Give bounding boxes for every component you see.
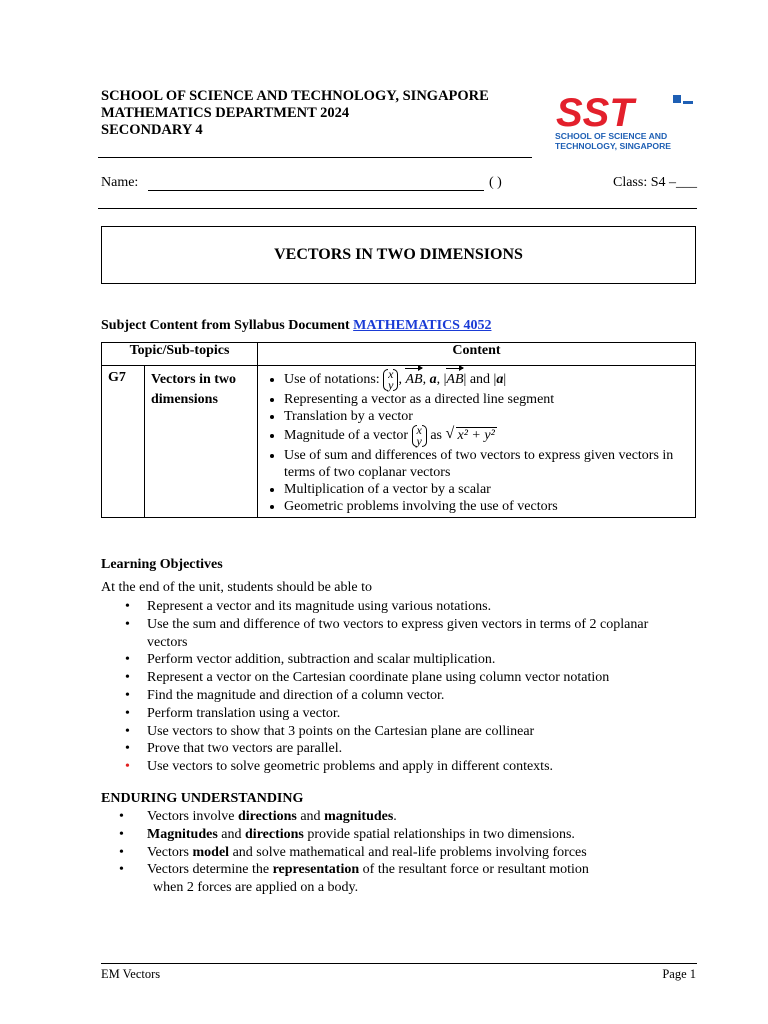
topic-header: Topic/Sub-topics: [102, 343, 258, 366]
page-number: Page 1: [662, 967, 696, 981]
table-header-row: [102, 343, 696, 366]
list-item: • Prove that two vectors are parallel.: [125, 741, 343, 757]
register-number-field[interactable]: ( ): [489, 175, 502, 190]
sst-logo: [552, 94, 698, 152]
vector-ab: AB: [405, 369, 422, 391]
syllabus-table: [101, 342, 696, 518]
student-info-row: [101, 175, 697, 193]
school-header: [101, 88, 489, 139]
list-item: • Perform vector addition, subtraction and scalar multiplication.: [125, 652, 496, 668]
sst-logo-mark: [552, 94, 698, 152]
content-item: • Representing a vector as a directed line segment: [284, 391, 687, 408]
learning-objectives-list: [101, 598, 671, 776]
name-label: Name:: [101, 175, 139, 190]
enduring-understanding-title: ENDURING UNDERSTANDING: [101, 791, 304, 806]
list-item: • Perform translation using a vector.: [125, 705, 341, 721]
vector-a: a: [429, 372, 437, 388]
learning-objectives-title: Learning Objectives: [101, 557, 223, 572]
list-item: • Use the sum and difference of two vectors to express given vectors in terms of 2 coplanar vectors: [125, 616, 649, 650]
footer-divider: [101, 963, 697, 964]
magnitude-ab: AB: [446, 369, 463, 391]
content-header: Content: [258, 343, 696, 366]
level: SECONDARY 4: [101, 122, 203, 138]
list-item: • Vectors involve directions and magnitudes.: [119, 809, 397, 824]
content-item: • Use of sum and differences of two vectors to express given vectors in terms of two coplanar vectors: [284, 447, 687, 481]
subject-content-heading: [101, 318, 491, 334]
subject-label: Subject Content from Syllabus Document: [101, 318, 350, 333]
list-item: • Represent a vector on the Cartesian coordinate plane using column vector notation: [125, 670, 610, 686]
document-title: VECTORS IN TWO DIMENSIONS: [101, 226, 696, 284]
name-field[interactable]: [148, 190, 484, 191]
list-item: • Vectors model and solve mathematical and real-life problems involving forces: [119, 844, 587, 860]
school-name: SCHOOL OF SCIENCE AND TECHNOLOGY, SINGAPORE: [101, 88, 489, 104]
name-divider: [98, 208, 697, 209]
content-item: • Geometric problems involving the use of vectors: [284, 498, 687, 515]
column-vector: x y: [383, 369, 398, 391]
logo-accent-block: [673, 95, 681, 103]
topic-name: Vectors in two dimensions: [145, 366, 258, 518]
list-item: • Vectors determine the representation of the resultant force or resultant motion when 2 forces are applied on a body.: [119, 862, 589, 896]
department: MATHEMATICS DEPARTMENT 2024: [101, 105, 350, 121]
magnitude-a: a: [496, 372, 504, 388]
logo-accent-bar: [683, 101, 693, 104]
topic-content: [258, 366, 696, 518]
logo-subtitle-1: SCHOOL OF SCIENCE AND: [555, 131, 668, 141]
logo-subtitle-2: TECHNOLOGY, SINGAPORE: [555, 141, 672, 151]
logo-letters: SST: [556, 94, 634, 135]
list-item: • Magnitudes and directions provide spatial relationships in two dimensions.: [119, 826, 575, 842]
content-item: • Multiplication of a vector by a scalar: [284, 481, 687, 498]
content-item-notations: • Use of notations: x y , AB, a, |AB| and |a|: [284, 369, 687, 391]
content-item-magnitude: • Magnitude of a vector x y as √ x² + y²: [284, 425, 687, 447]
list-item: • Represent a vector and its magnitude using various notations.: [125, 599, 492, 614]
table-row: [102, 366, 696, 518]
sqrt-expression: √ x² + y²: [445, 425, 495, 444]
class-field[interactable]: Class: S4 –___: [612, 175, 697, 190]
topic-code: G7: [102, 366, 145, 518]
footer-left: EM Vectors: [101, 967, 161, 981]
content-item: • Translation by a vector: [284, 408, 687, 425]
enduring-understanding-list: [101, 808, 671, 897]
syllabus-link[interactable]: MATHEMATICS 4052: [353, 318, 492, 333]
header-divider: [98, 157, 532, 158]
list-item: • Find the magnitude and direction of a column vector.: [125, 687, 445, 703]
column-vector: x y: [412, 425, 427, 447]
list-item: • Use vectors to solve geometric problems and apply in different contexts.: [125, 759, 554, 775]
list-item: • Use vectors to show that 3 points on the Cartesian plane are collinear: [125, 723, 535, 739]
red-bullet-icon: •: [125, 759, 130, 775]
learning-objectives-intro: At the end of the unit, students should be able to: [101, 580, 373, 595]
